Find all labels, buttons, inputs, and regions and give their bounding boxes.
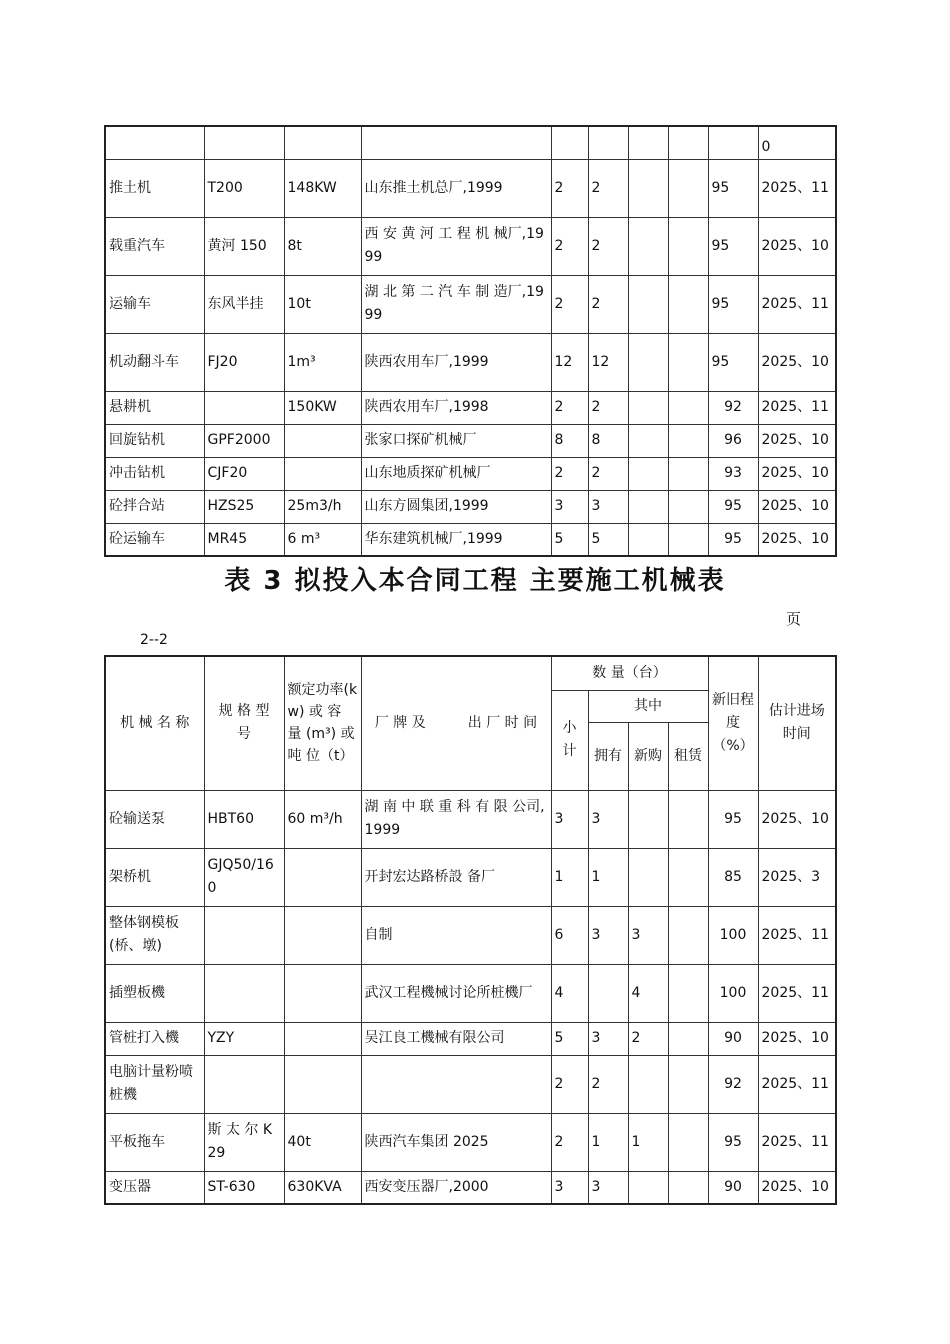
table-row <box>105 1171 836 1204</box>
cell-buy <box>628 391 668 424</box>
cell-model: 黄河 150 <box>204 217 284 275</box>
cell-factory: 自制 <box>361 906 551 964</box>
cell-date: 2025、10 <box>758 424 836 457</box>
header-buy: 新购 <box>628 722 668 790</box>
cell-own: 5 <box>588 523 628 556</box>
cell-own <box>588 126 628 159</box>
cell-date: 2025、11 <box>758 275 836 333</box>
cell-power <box>284 964 361 1022</box>
header-power: 额定功率(kw) 或 容 量 (m³) 或 吨 位（t） <box>284 656 361 790</box>
header-rent: 租赁 <box>668 722 708 790</box>
cell-condition: 95 <box>708 159 758 217</box>
cell-factory: 西安变压器厂,2000 <box>361 1171 551 1204</box>
cell-total: 8 <box>551 424 588 457</box>
cell-condition: 95 <box>708 790 758 848</box>
table-row <box>105 159 836 217</box>
cell-buy <box>628 848 668 906</box>
cell-power: 630KVA <box>284 1171 361 1204</box>
cell-rent <box>668 217 708 275</box>
cell-date: 2025、11 <box>758 1055 836 1113</box>
cell-total: 3 <box>551 1171 588 1204</box>
cell-buy <box>628 333 668 391</box>
table-row <box>105 126 836 159</box>
header-factory: 厂 牌 及 出 厂 时 间 <box>361 656 551 790</box>
cell-power <box>284 126 361 159</box>
cell-date: 2025、3 <box>758 848 836 906</box>
cell-own: 3 <box>588 490 628 523</box>
cell-date: 2025、11 <box>758 964 836 1022</box>
cell-date: 2025、10 <box>758 490 836 523</box>
cell-name: 载重汽车 <box>105 217 204 275</box>
cell-factory: 张家口探矿机械厂 <box>361 424 551 457</box>
cell-rent <box>668 457 708 490</box>
cell-date: 2025、10 <box>758 790 836 848</box>
table-row <box>105 424 836 457</box>
header-row <box>105 656 836 690</box>
cell-rent <box>668 906 708 964</box>
cell-model: T200 <box>204 159 284 217</box>
cell-buy <box>628 490 668 523</box>
cell-model <box>204 391 284 424</box>
cell-own: 2 <box>588 1055 628 1113</box>
table-row <box>105 964 836 1022</box>
cell-power <box>284 1022 361 1055</box>
cell-model <box>204 126 284 159</box>
cell-model <box>204 906 284 964</box>
cell-total: 5 <box>551 1022 588 1055</box>
cell-model: MR45 <box>204 523 284 556</box>
cell-power: 1m³ <box>284 333 361 391</box>
cell-condition: 85 <box>708 848 758 906</box>
cell-rent <box>668 391 708 424</box>
cell-model: 东风半挂 <box>204 275 284 333</box>
cell-power <box>284 1055 361 1113</box>
cell-power <box>284 848 361 906</box>
cell-name: 架桥机 <box>105 848 204 906</box>
cell-total: 12 <box>551 333 588 391</box>
table-row <box>105 906 836 964</box>
cell-power: 8t <box>284 217 361 275</box>
cell-condition: 95 <box>708 523 758 556</box>
cell-rent <box>668 159 708 217</box>
table-row <box>105 523 836 556</box>
cell-factory <box>361 1055 551 1113</box>
header-name: 机 械 名 称 <box>105 656 204 790</box>
cell-name: 管桩打入機 <box>105 1022 204 1055</box>
cell-rent <box>668 333 708 391</box>
page-number: 2--2 <box>140 632 168 648</box>
cell-rent <box>668 1113 708 1171</box>
cell-factory: 开封宏达路桥設 备厂 <box>361 848 551 906</box>
cell-factory: 陕西汽车集团 2025 <box>361 1113 551 1171</box>
table-row <box>105 333 836 391</box>
header-among: 其中 <box>588 690 708 722</box>
cell-model: HZS25 <box>204 490 284 523</box>
cell-total: 2 <box>551 391 588 424</box>
cell-own: 3 <box>588 1022 628 1055</box>
cell-date: 2025、10 <box>758 217 836 275</box>
cell-own: 2 <box>588 391 628 424</box>
cell-factory: 山东地质探矿机械厂 <box>361 457 551 490</box>
cell-condition: 95 <box>708 1113 758 1171</box>
cell-power: 10t <box>284 275 361 333</box>
cell-own: 2 <box>588 275 628 333</box>
header-own: 拥有 <box>588 722 628 790</box>
table-row <box>105 1022 836 1055</box>
cell-date: 2025、10 <box>758 1022 836 1055</box>
cell-buy <box>628 424 668 457</box>
cell-name: 插塑板機 <box>105 964 204 1022</box>
cell-name: 回旋钻机 <box>105 424 204 457</box>
cell-power <box>284 424 361 457</box>
table-row <box>105 790 836 848</box>
cell-name: 砼运输车 <box>105 523 204 556</box>
cell-total: 2 <box>551 275 588 333</box>
cell-model: 斯 太 尔 K29 <box>204 1113 284 1171</box>
cell-factory: 湖 南 中 联 重 科 有 限 公司,1999 <box>361 790 551 848</box>
cell-date: 2025、11 <box>758 159 836 217</box>
cell-factory: 陕西农用车厂,1998 <box>361 391 551 424</box>
cell-power: 25m3/h <box>284 490 361 523</box>
header-condition: 新旧程度（%） <box>708 656 758 790</box>
cell-date: 2025、10 <box>758 523 836 556</box>
table-row <box>105 275 836 333</box>
cell-own: 12 <box>588 333 628 391</box>
cell-power: 150KW <box>284 391 361 424</box>
cell-model <box>204 964 284 1022</box>
cell-rent <box>668 275 708 333</box>
cell-name: 冲击钻机 <box>105 457 204 490</box>
cell-condition: 95 <box>708 333 758 391</box>
document-title: 表 3 拟投入本合同工程 主要施工机械表 <box>224 566 726 596</box>
cell-factory: 武汉工程機械讨论所桩機厂 <box>361 964 551 1022</box>
cell-buy <box>628 457 668 490</box>
cell-own: 2 <box>588 217 628 275</box>
cell-buy: 4 <box>628 964 668 1022</box>
cell-model: HBT60 <box>204 790 284 848</box>
cell-name: 整体钢模板(桥、墩) <box>105 906 204 964</box>
cell-condition: 90 <box>708 1171 758 1204</box>
table-row <box>105 1055 836 1113</box>
equipment-table-continued <box>104 125 837 557</box>
cell-condition: 93 <box>708 457 758 490</box>
cell-rent <box>668 964 708 1022</box>
cell-condition: 92 <box>708 1055 758 1113</box>
cell-total: 2 <box>551 1113 588 1171</box>
cell-condition: 100 <box>708 906 758 964</box>
cell-factory: 华东建筑机械厂,1999 <box>361 523 551 556</box>
cell-total: 2 <box>551 1055 588 1113</box>
cell-name <box>105 126 204 159</box>
cell-factory: 湖 北 第 二 汽 车 制 造厂,1999 <box>361 275 551 333</box>
cell-factory: 山东方圆集团,1999 <box>361 490 551 523</box>
cell-name: 推土机 <box>105 159 204 217</box>
table-row <box>105 848 836 906</box>
cell-own: 3 <box>588 906 628 964</box>
cell-factory: 陕西农用车厂,1999 <box>361 333 551 391</box>
cell-date: 2025、11 <box>758 391 836 424</box>
cell-rent <box>668 790 708 848</box>
cell-total: 5 <box>551 523 588 556</box>
cell-date: 0 <box>758 126 836 159</box>
cell-name: 运输车 <box>105 275 204 333</box>
header-total: 小计 <box>551 690 588 790</box>
cell-total: 2 <box>551 159 588 217</box>
cell-factory: 吴江良工機械有限公司 <box>361 1022 551 1055</box>
cell-total <box>551 126 588 159</box>
cell-total: 3 <box>551 490 588 523</box>
cell-total: 4 <box>551 964 588 1022</box>
cell-power: 148KW <box>284 159 361 217</box>
cell-name: 变压器 <box>105 1171 204 1204</box>
cell-condition: 95 <box>708 275 758 333</box>
header-date: 估计进场时间 <box>758 656 836 790</box>
header-quantity: 数 量（台） <box>551 656 708 690</box>
cell-total: 1 <box>551 848 588 906</box>
table-row <box>105 391 836 424</box>
cell-own: 1 <box>588 1113 628 1171</box>
cell-total: 6 <box>551 906 588 964</box>
cell-model <box>204 1055 284 1113</box>
cell-total: 3 <box>551 790 588 848</box>
cell-rent <box>668 1055 708 1113</box>
cell-rent <box>668 1022 708 1055</box>
cell-condition: 95 <box>708 217 758 275</box>
cell-total: 2 <box>551 217 588 275</box>
cell-power: 6 m³ <box>284 523 361 556</box>
cell-name: 砼输送泵 <box>105 790 204 848</box>
cell-date: 2025、10 <box>758 457 836 490</box>
cell-buy: 1 <box>628 1113 668 1171</box>
cell-buy <box>628 790 668 848</box>
cell-factory: 山东推土机总厂,1999 <box>361 159 551 217</box>
cell-name: 悬耕机 <box>105 391 204 424</box>
cell-condition: 95 <box>708 490 758 523</box>
cell-rent <box>668 490 708 523</box>
cell-name: 平板拖车 <box>105 1113 204 1171</box>
cell-date: 2025、10 <box>758 1171 836 1204</box>
cell-own <box>588 964 628 1022</box>
cell-buy <box>628 159 668 217</box>
cell-model: GPF2000 <box>204 424 284 457</box>
cell-condition: 92 <box>708 391 758 424</box>
cell-own: 2 <box>588 457 628 490</box>
cell-condition <box>708 126 758 159</box>
cell-name: 砼拌合站 <box>105 490 204 523</box>
cell-condition: 100 <box>708 964 758 1022</box>
cell-name: 电脑计量粉喷桩機 <box>105 1055 204 1113</box>
cell-model: GJQ50/160 <box>204 848 284 906</box>
cell-power: 60 m³/h <box>284 790 361 848</box>
cell-model: FJ20 <box>204 333 284 391</box>
equipment-table <box>104 655 837 1205</box>
cell-condition: 96 <box>708 424 758 457</box>
cell-own: 2 <box>588 159 628 217</box>
cell-rent <box>668 848 708 906</box>
cell-date: 2025、11 <box>758 1113 836 1171</box>
cell-buy <box>628 523 668 556</box>
cell-own: 8 <box>588 424 628 457</box>
cell-rent <box>668 424 708 457</box>
cell-name: 机动翻斗车 <box>105 333 204 391</box>
table-row <box>105 490 836 523</box>
cell-model: YZY <box>204 1022 284 1055</box>
cell-rent <box>668 523 708 556</box>
cell-factory <box>361 126 551 159</box>
page-label: 页 <box>786 610 802 628</box>
cell-buy: 3 <box>628 906 668 964</box>
table-row <box>105 217 836 275</box>
cell-own: 3 <box>588 1171 628 1204</box>
cell-date: 2025、10 <box>758 333 836 391</box>
cell-power <box>284 906 361 964</box>
cell-date: 2025、11 <box>758 906 836 964</box>
cell-own: 1 <box>588 848 628 906</box>
cell-own: 3 <box>588 790 628 848</box>
table-row <box>105 1113 836 1171</box>
cell-buy <box>628 217 668 275</box>
cell-buy <box>628 1171 668 1204</box>
cell-buy <box>628 126 668 159</box>
header-model: 规 格 型 号 <box>204 656 284 790</box>
cell-buy <box>628 1055 668 1113</box>
cell-power: 40t <box>284 1113 361 1171</box>
cell-model: ST-630 <box>204 1171 284 1204</box>
cell-total: 2 <box>551 457 588 490</box>
cell-condition: 90 <box>708 1022 758 1055</box>
cell-rent <box>668 1171 708 1204</box>
cell-buy: 2 <box>628 1022 668 1055</box>
cell-factory: 西 安 黄 河 工 程 机 械厂,1999 <box>361 217 551 275</box>
cell-model: CJF20 <box>204 457 284 490</box>
cell-rent <box>668 126 708 159</box>
cell-power <box>284 457 361 490</box>
cell-buy <box>628 275 668 333</box>
table-row <box>105 457 836 490</box>
